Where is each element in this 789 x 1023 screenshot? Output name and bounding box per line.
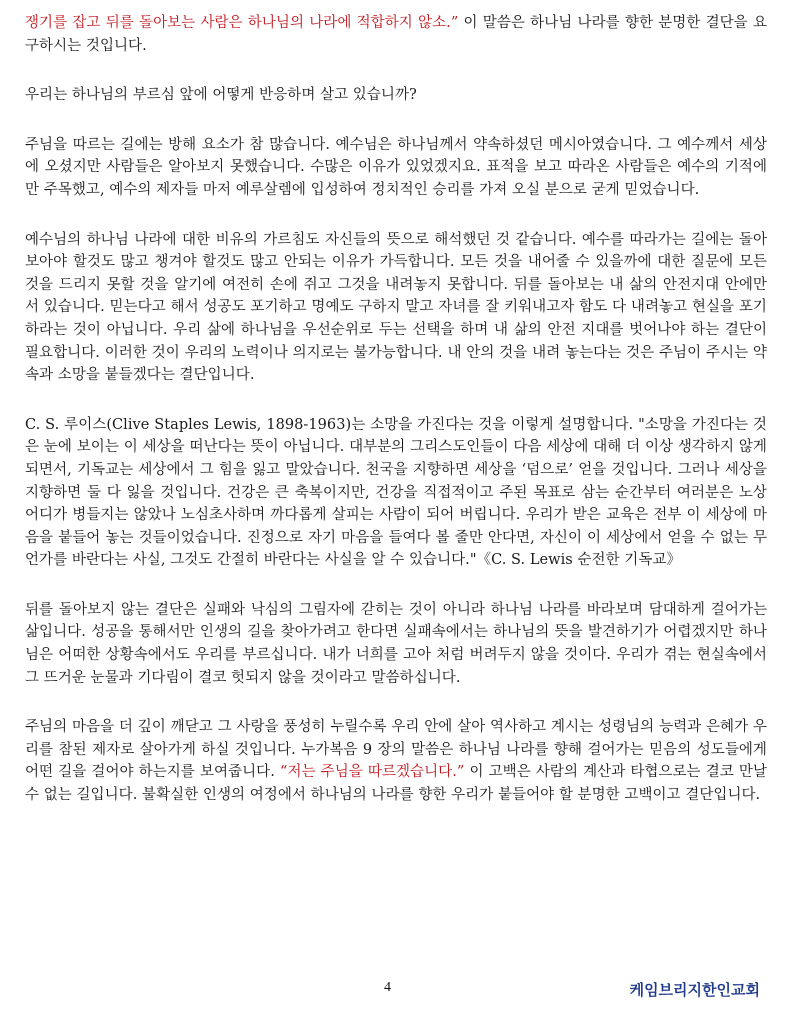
body-text: 이 말씀은 하나님 나라를 향한 분명한 결단을 요구하시는 것입니다.: [25, 15, 768, 54]
body-text: 주님을 따르는 길에는 방해 요소가 참 많습니다. 예수님은 하나님께서 약속하셨던 메시아였습니다. 그 예수께서 세상에 오셨지만 사람들은 알아보지 못했습니다. 수많은 이유가 있었겠지요. 표적을 보고 따라온 사람들은 예수의 기적에만 주목했고, 예수의 제자들 마저 예루살렘에 입성하여 정치적인 승리를 가져 오실 분으로 굳게 믿었습니다.: [25, 136, 767, 198]
quote-text: 쟁기를 잡고 뒤를 돌아보는 사람은 하나님의 나라에 적합하지 않소.”: [25, 15, 459, 31]
paragraph-2: [25, 84, 767, 107]
church-name: 케임브리지한인교회: [629, 981, 760, 999]
paragraph-4: [25, 229, 767, 387]
paragraph-1: [25, 12, 767, 57]
body-text: 주님의 마음을 더 깊이 깨닫고 그 사랑을 풍성히 누릴수록 우리 안에 살아 역사하고 계시는 성령님의 능력과 은혜가 우리를 참된 제자로 살아가게 하실 것입니다. 누가복음 9 장의 말씀은 하나님 나라를 향해 걸어가는 믿음의 성도들에게 어떤 길을 걸어야 하는지를 보여줍니다.: [25, 719, 767, 781]
paragraph-6: [25, 599, 767, 689]
paragraph-7: [25, 716, 767, 806]
body-text: 뒤를 돌아보지 않는 결단은 실패와 낙심의 그림자에 갇히는 것이 아니라 하나님 나라를 바라보며 담대하게 걸어가는 삶입니다. 성공을 통해서만 인생의 길을 찾아가려고 한다면 실패속에서는 하나님의 뜻을 발견하기가 어렵겠지만 하나님은 어떠한 상황속에서도 우리를 부르십니다. 내가 너희를 고아 처럼 버려두지 않을 것이다. 우리가 겪는 현실속에서 그 뜨거운 눈물과 기다림이 결코 헛되지 않을 것이라고 말씀하십니다.: [25, 601, 767, 686]
body-text: 예수님의 하나님 나라에 대한 비유의 가르침도 자신들의 뜻으로 해석했던 것 같습니다. 예수를 따라가는 길에는 돌아보아야 할것도 많고 챙겨야 할것도 많고 안되는 이유가 가득합니다. 모든 것을 내어줄 수 있을까에 대한 질문에 모든 것을 드리지 못할 것을 알기에 여전히 손에 쥐고 그것을 내려놓지 못합니다. 뒤를 돌아보는 내 삶의 안전지대 안에만 서 있습니다. 믿는다고 해서 성공도 포기하고 명예도 구하지 말고 자녀를 잘 키워내고자 함도 다 내려놓고 현실을 포기하라는 것이 아닙니다. 우리 삶에 하나님을 우선순위로 두는 선택을 하며 내 삶의 안전 지대를 벗어나야 하는 결단이 필요합니다. 이러한 것이 우리의 노력이나 의지로는 불가능합니다. 내 안의 것을 내려 놓는다는 것은 주님이 주시는 약속과 소망을 붙들겠다는 결단입니다.: [25, 231, 767, 384]
body-text: 우리는 하나님의 부르심 앞에 어떻게 반응하며 살고 있습니까?: [25, 87, 417, 104]
paragraph-5: [25, 414, 767, 572]
quote-text: “저는 주님을 따르겠습니다.”: [279, 764, 465, 781]
paragraph-3: [25, 134, 767, 202]
body-text: 이 고백은 사람의 계산과 타협으로는 결코 만날 수 없는 길입니다. 불확실한 인생의 여정에서 하나님의 나라를 향한 우리가 붙들어야 할 분명한 고백이고 결단입니다.: [25, 764, 767, 804]
page-number: 4: [384, 980, 391, 995]
body-text: C. S. 루이스(Clive Staples Lewis, 1898-1963)는 소망을 가진다는 것을 이렇게 설명합니다. "소망을 가진다는 것은 눈에 보이는 이 세상을 떠난다는 뜻이 아닙니다. 대부분의 그리스도인들이 다음 세상에 대해 더 이상 생각하지 않게 되면서, 기독교는 세상에서 그 힘을 잃고 말았습니다. 천국을 지향하면 세상을 ‘덤으로’ 얻을 것입니다. 그러나 세상을 지향하면 둘 다 잃을 것입니다. 건강은 큰 축복이지만, 건강을 직접적이고 주된 목표로 삼는 순간부터 여러분은 노상 어디가 병들지는 않았나 노심초사하며 까다롭게 살피는 사람이 되어 버립니다. 우리가 받은 교육은 전부 이 세상에 마음을 붙들어 놓는 것들이었습니다. 진정으로 자기 마음을 들여다 볼 줄만 안다면, 자신이 이 세상에서 얻을 수 없는 무언가를 바란다는 사실, 그것도 간절히 바란다는 사실을 알 수 있습니다."《C. S. Lewis 순전한 기독교》: [25, 416, 768, 569]
document-body: [25, 12, 767, 834]
